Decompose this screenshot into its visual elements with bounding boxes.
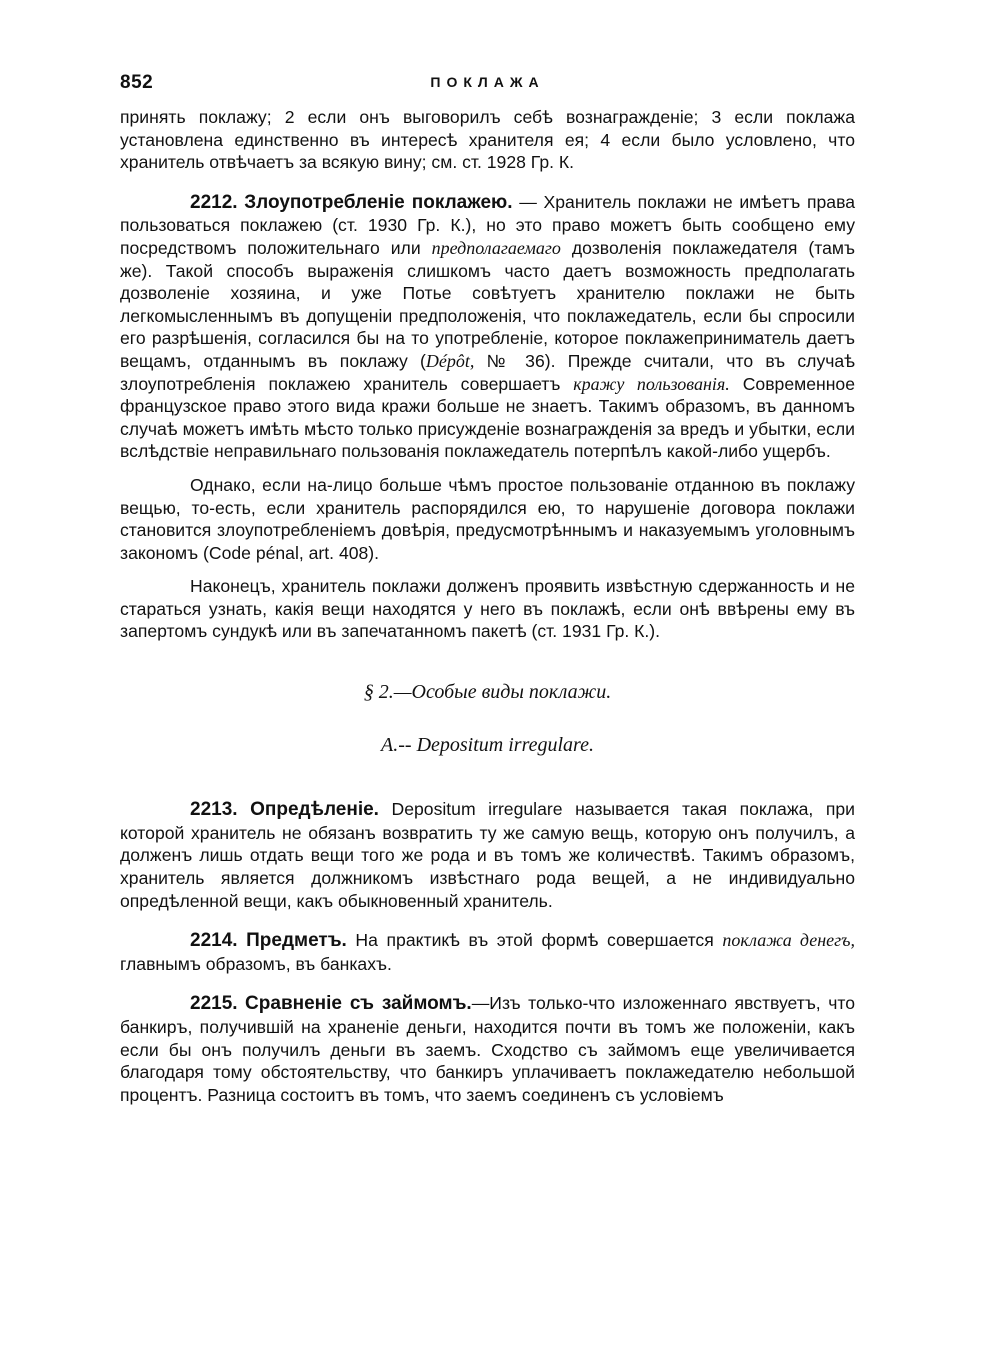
italic-term: кражу пользованія. bbox=[573, 373, 730, 394]
paragraph-heading: Сравненіе съ займомъ. bbox=[245, 993, 472, 1015]
paragraph-text: — Хранитель поклажи не имѣетъ права пользоваться поклажею (ст. 1930 Гр. К.), но это право можетъ быть сообщено ему посредствомъ положительнаго или bbox=[120, 191, 856, 258]
paragraph-text: Depositum irregulare называется такая поклажа, при которой хранитель не обязанъ возвратить ту же самую вещь, которую онъ получилъ, а долженъ лишь отдать вещи того же рода и въ томъ же количествѣ. Такимъ образомъ, хранитель является должникомъ извѣстнаго рода вещей, а не индивидуально опредѣленной вещи, какъ обыкновенный хранитель. bbox=[120, 799, 855, 911]
paragraph-text: дозволенія поклажедателя (тамъ же). Такой способъ выраженія слишкомъ часто даетъ возможность предполагать дозволеніе хозяина, и уже Потье совѣтуетъ хранителю поклажи не быть легкомысленнымъ въ допущеніи предположенія, что поклажедатель, если бы спросили его разрѣшенія, согласился бы на то употребленіе, которое поклажеприниматель даетъ вещамъ, отданнымъ въ поклажу ( bbox=[120, 237, 855, 371]
paragraph-text: На практикѣ въ этой формѣ совершается bbox=[346, 930, 723, 951]
book-page bbox=[120, 72, 855, 1117]
paragraph-intro: принять поклажу; 2 если онъ выговорилъ себѣ вознагражденіе; 3 если поклажа установлена единственно въ интересѣ хранителя ея; 4 если было условлено, что хранитель отвѣчаетъ за всякую вину; см. ст. 1928 Гр. К. bbox=[120, 107, 855, 173]
paragraph-text: № 36). Прежде считали, что въ случаѣ злоупотребленія поклажею хранитель совершаетъ bbox=[120, 350, 855, 394]
paragraph-2212 bbox=[120, 191, 855, 463]
section-number: 2213. bbox=[190, 799, 238, 821]
paragraph-heading: Предметъ. bbox=[246, 930, 347, 952]
paragraph-odnako: Однако, если на-лицо больше чѣмъ простое пользованіе отданною въ поклажу вещью, то-есть, если хранитель распорядился ею, то нарушеніе договора поклажи становится злоупотребленіемъ довѣрія, предусмотрѣннымъ и наказуемымъ уголовнымъ закономъ (Code pénal, art. 408). bbox=[120, 474, 855, 563]
italic-term: поклажа денегъ, bbox=[722, 930, 855, 951]
paragraph-nakonets: Наконецъ, хранитель поклажи долженъ проявить извѣстную сдержанность и не стараться узнать, какія вещи находятся у него въ поклажѣ, если онѣ ввѣрены ему въ запертомъ сундукѣ или въ запечатанномъ пакетѣ (ст. 1931 Гр. К.). bbox=[120, 576, 855, 642]
section-number: 2215. bbox=[190, 993, 238, 1015]
paragraph-heading: Опредѣленіе. bbox=[250, 799, 379, 821]
paragraph-text: главнымъ образомъ, въ банкахъ. bbox=[120, 953, 392, 974]
italic-term: предполагаемаго bbox=[431, 237, 561, 258]
section-number: 2212. bbox=[190, 191, 238, 213]
paragraph-text: Современное французское право этого вида кражи больше не знаетъ. Такимъ образомъ, въ данномъ случаѣ можетъ имѣть мѣсто только присужденіе вознагражденія за вредъ и убытки, если вслѣдствіе неправильнаго пользованія поклажедатель потерпѣлъ какой-либо ущербъ. bbox=[120, 373, 855, 462]
page-header bbox=[120, 72, 855, 106]
section-number: 2214. bbox=[190, 930, 238, 952]
italic-term: Dépôt, bbox=[425, 350, 475, 371]
page-body bbox=[120, 106, 855, 1106]
section-title: § 2.—Особые виды поклажи. bbox=[363, 681, 612, 704]
paragraph-text: —Изъ только-что изложеннаго явствуетъ, что банкиръ, получившій на храненіе деньги, находится почти въ томъ же положеніи, какъ если бы онъ получилъ деньги въ заемъ. Сходство съ займомъ еще увеличивается благодаря тому обстоятельству, что банкиръ уплачиваетъ поклажедателю небольшой процентъ. Разница состоитъ въ томъ, что заемъ соединенъ съ условіемъ bbox=[120, 993, 856, 1105]
subsection-title: А.-- Depositum irregulare. bbox=[381, 733, 594, 756]
paragraph-2215 bbox=[120, 992, 855, 1106]
paragraph-2213 bbox=[120, 798, 855, 912]
page-number: 852 bbox=[120, 72, 154, 93]
running-head: ПОКЛАЖА bbox=[430, 74, 545, 90]
paragraph-2214 bbox=[120, 929, 855, 975]
paragraph-heading: Злоупотребленіе поклажею. bbox=[244, 191, 513, 213]
